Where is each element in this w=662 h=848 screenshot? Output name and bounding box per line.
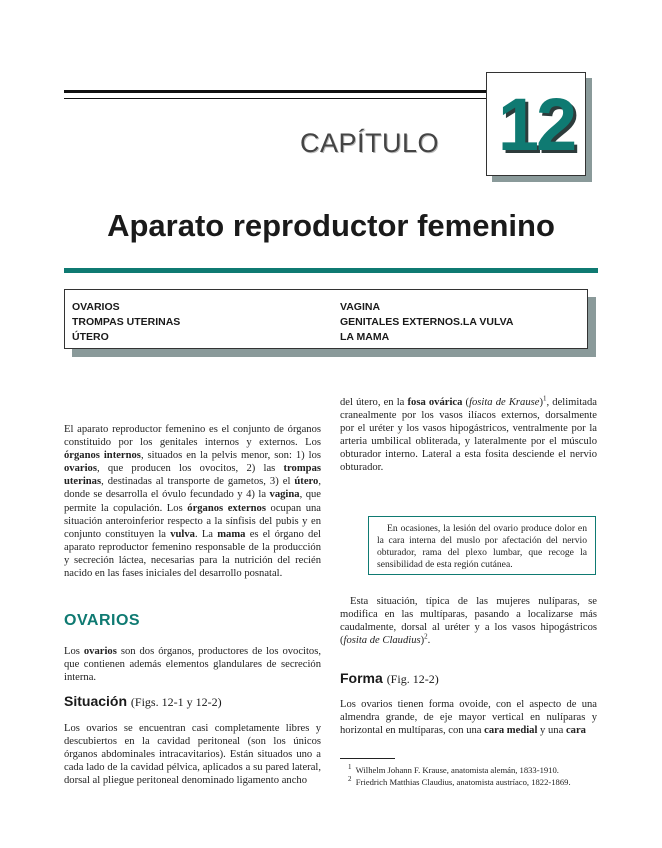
multiparas-paragraph: Esta situación, típica de las mujeres nulíparas, se modifica en las multíparas, pasando a localizarse más caudalmente, dorsal al uréter y a los vasos hipogástricos (fosita de Claudius)$^2$. xyxy=(340,596,597,647)
toc-item: LA MAMA xyxy=(340,331,390,343)
ovarios-paragraph: Los ovarios son dos órganos, productores de los ovocitos, que contienen además elementos glandulares de secreción interna. xyxy=(64,646,322,684)
subheading-forma: Forma (Fig. 12-2) xyxy=(340,670,439,686)
chapter-title: Aparato reproductor femenino xyxy=(107,208,555,243)
toc-item: TROMPAS UTERINAS xyxy=(72,316,181,328)
toc-item: ÚTERO xyxy=(72,331,109,343)
toc-right-column xyxy=(340,300,513,345)
chapter-label: CAPÍTULO xyxy=(300,128,440,158)
left-column xyxy=(64,423,321,580)
toc-item: VAGINA xyxy=(340,301,381,313)
subheading-situacion: Situación (Figs. 12-1 y 12-2) xyxy=(64,693,222,709)
chapter-number-box xyxy=(486,72,586,176)
header-rule-thin xyxy=(64,98,488,99)
footnote: $^2$ Friedrich Matthias Claudius, anatomista austríaco, 1822-1869. xyxy=(348,775,571,787)
toc-left-column xyxy=(72,300,180,345)
header-rule-thick xyxy=(64,90,488,93)
toc-item: GENITALES EXTERNOS.LA VULVA xyxy=(340,316,514,328)
forma-paragraph: Los ovarios tienen forma ovoide, con el aspecto de una almendra grande, de eje mayor vertical en nulíparas y horizontal en multíparas, con una cara medial y una cara xyxy=(340,699,597,737)
section-heading-ovarios: OVARIOS xyxy=(64,612,141,629)
toc-item: OVARIOS xyxy=(72,301,120,313)
clinical-note-box: En ocasiones, la lesión del ovario produce dolor en la cara interna del muslo por afectación del nervio obturador, rama del plexo lumbar, que recoge la sensibilidad de esta región cutánea. xyxy=(368,516,596,575)
situacion-paragraph: Los ovarios se encuentran casi completamente libres y descubiertos en la cavidad peritoneal (son los únicos órganos abdominales intracavitarios). Están situados uno a cada lado de la cavidad pélvica, aplicados a su pared lateral, dorsal al pliegue peritoneal denominado ligamento ancho xyxy=(64,723,321,787)
footnote: $^1$ Wilhelm Johann F. Krause, anatomista alemán, 1833-1910. xyxy=(348,763,559,775)
intro-paragraph: El aparato reproductor femenino es el conjunto de órganos constituido por los genitales internos y externos. Los órganos internos, situados en la pelvis menor, son: 1) los ovarios, que producen los ovocitos, 2) las trompas uterinas, destinadas al transporte de gametos, 3) el útero, donde se desarrolla el óvulo fecundado y 4) la vagina, que permite la copulación. Los órganos externos ocupan una situación anteroinferior respecto a la sínfisis del pubis y en conjunto constituyen la vulva. La mama es el órgano del aparato reproductor femenino responsable de la producción y secreción láctea, necesarias para la nutrición del recién nacido en las fases iniciales del desarrollo posnatal. xyxy=(64,424,321,580)
footnote-rule xyxy=(340,758,395,759)
right-column-top: del útero, en la fosa ovárica (fosita de Krause)$^1$, delimitada cranealmente por los vasos ilíacos externos, dorsalmente por el uréter y los vasos hipogástricos, ventralmente por la arteria umbilical obliterada, y lateralmente por el músculo obturador interno. Lateral a esta fosita desciende el nervio obturador. xyxy=(340,394,597,474)
title-rule xyxy=(64,268,598,273)
chapter-contents-box xyxy=(64,289,588,349)
chapter-number: 12 xyxy=(497,82,575,166)
